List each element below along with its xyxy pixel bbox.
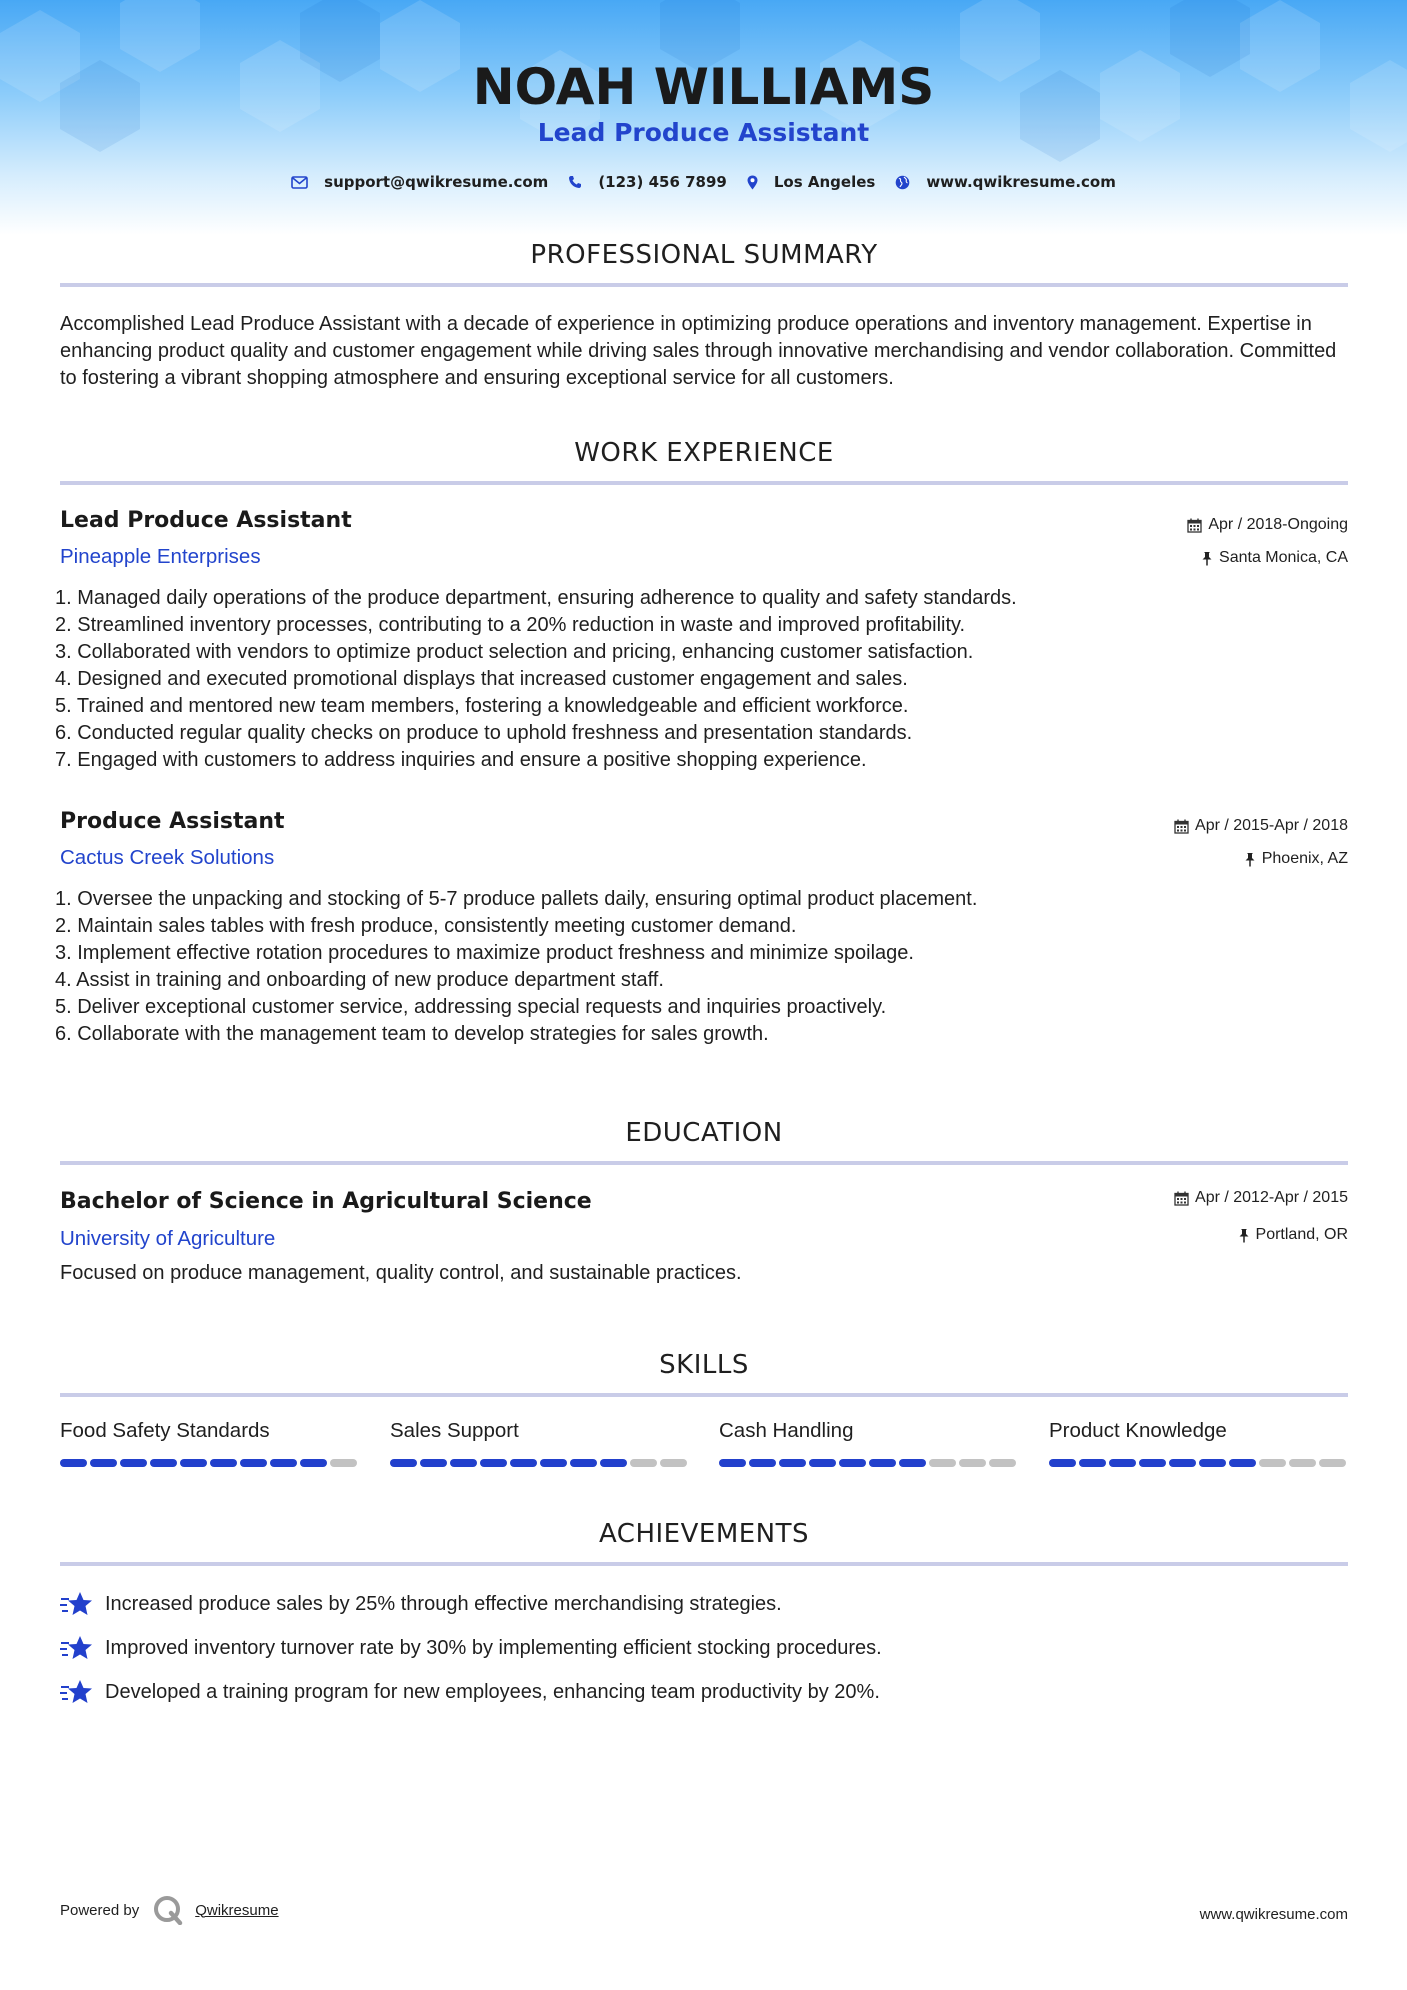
- skill-item: [719, 1419, 1019, 1467]
- star-icon: [60, 1590, 93, 1618]
- calendar-icon: [1174, 1191, 1189, 1206]
- skill-segment-empty: [929, 1459, 956, 1467]
- degree-title: Bachelor of Science in Agricultural Science: [60, 1189, 592, 1214]
- bullet-item: 7. Engaged with customers to address inquiries and ensure a positive shopping experience.: [55, 749, 867, 771]
- skill-name: Product Knowledge: [1049, 1419, 1227, 1442]
- calendar-icon: [1174, 819, 1189, 834]
- skill-segment-empty: [1319, 1459, 1346, 1467]
- skills-heading: SKILLS: [659, 1350, 749, 1380]
- summary-text: Accomplished Lead Produce Assistant with a decade of experience in optimizing produce operations and inventory management. Expertise in enhancing product quality and customer engagement while driving sales through innovative merchandising and vendor collaboration. Committed to fostering a vibrant shopping atmosphere and ensuring exceptional service for all customers.: [60, 313, 1337, 389]
- skill-segment-filled: [1079, 1459, 1106, 1467]
- powered-by-label: Powered by: [60, 1901, 140, 1919]
- education-description: Focused on produce management, quality control, and sustainable practices.: [60, 1262, 742, 1284]
- skill-segment-filled: [90, 1459, 117, 1467]
- school-name: University of Agriculture: [60, 1227, 276, 1250]
- skill-segment-filled: [120, 1459, 147, 1467]
- contact-website[interactable]: [895, 173, 1116, 191]
- skill-segment-empty: [330, 1459, 357, 1467]
- job-bullets: [55, 886, 1255, 1048]
- job-dates: [1187, 516, 1348, 534]
- pushpin-icon: [1201, 551, 1213, 566]
- summary-heading: PROFESSIONAL SUMMARY: [530, 240, 878, 270]
- experience-heading: WORK EXPERIENCE: [574, 438, 834, 468]
- calendar-icon: [1187, 518, 1202, 533]
- contact-email[interactable]: [291, 173, 548, 191]
- education-location-text: Portland, OR: [1255, 1226, 1348, 1243]
- skill-segment-filled: [1139, 1459, 1166, 1467]
- education-dates-text: Apr / 2012-Apr / 2015: [1195, 1189, 1348, 1206]
- bullet-item: 3. Implement effective rotation procedures to maximize product freshness and minimize spoilage.: [55, 942, 914, 964]
- globe-icon: [895, 175, 910, 190]
- skill-item: [390, 1419, 690, 1467]
- pushpin-icon: [1244, 852, 1256, 867]
- company-name: Cactus Creek Solutions: [60, 846, 275, 869]
- star-icon: [60, 1678, 93, 1706]
- company-name: Pineapple Enterprises: [60, 545, 261, 568]
- bullet-item: 1. Oversee the unpacking and stocking of 5-7 produce pallets daily, ensuring optimal product placement.: [55, 888, 978, 910]
- job-location: [1201, 549, 1348, 567]
- bullet-item: 3. Collaborated with vendors to optimize product selection and pricing, enhancing customer satisfaction.: [55, 641, 974, 663]
- brand-link[interactable]: Qwikresume: [195, 1901, 279, 1919]
- skill-name: Food Safety Standards: [60, 1419, 270, 1442]
- skill-segment-filled: [390, 1459, 417, 1467]
- skill-segment-empty: [959, 1459, 986, 1467]
- achievement-text: Increased produce sales by 25% through effective merchandising strategies.: [105, 1592, 782, 1615]
- qwikresume-logo-icon: [153, 1895, 183, 1925]
- skill-segment-filled: [540, 1459, 567, 1467]
- skill-item: [1049, 1419, 1349, 1467]
- candidate-role: Lead Produce Assistant: [537, 118, 870, 147]
- skill-segment-filled: [510, 1459, 537, 1467]
- skill-segment-filled: [240, 1459, 267, 1467]
- envelope-icon: [291, 176, 308, 189]
- skill-segment-filled: [779, 1459, 806, 1467]
- skill-segment-filled: [839, 1459, 866, 1467]
- skill-segment-filled: [420, 1459, 447, 1467]
- bullet-item: 2. Maintain sales tables with fresh produce, consistently meeting customer demand.: [55, 915, 797, 937]
- candidate-name: NOAH WILLIAMS: [472, 58, 935, 116]
- job-location: [1244, 850, 1348, 868]
- job-bullets: [55, 585, 1255, 774]
- star-icon: [60, 1634, 93, 1662]
- bullet-item: 1. Managed daily operations of the produce department, ensuring adherence to quality and safety standards.: [55, 587, 1017, 609]
- achievements-divider: [60, 1562, 1348, 1566]
- skill-segment-filled: [809, 1459, 836, 1467]
- skill-segment-filled: [450, 1459, 477, 1467]
- bullet-item: 4. Assist in training and onboarding of new produce department staff.: [55, 969, 664, 991]
- job-dates: [1174, 817, 1348, 835]
- experience-divider: [60, 481, 1348, 485]
- skill-segment-filled: [480, 1459, 507, 1467]
- skill-segment-empty: [989, 1459, 1016, 1467]
- skill-segment-empty: [630, 1459, 657, 1467]
- achievements-heading: ACHIEVEMENTS: [598, 1519, 810, 1549]
- bullet-item: 6. Collaborate with the management team to develop strategies for sales growth.: [55, 1023, 769, 1045]
- skill-segment-filled: [1199, 1459, 1226, 1467]
- footer-branding: [60, 1895, 279, 1925]
- phone-text: (123) 456 7899: [598, 173, 727, 191]
- skill-segment-filled: [60, 1459, 87, 1467]
- skill-level-bar: [719, 1459, 1019, 1467]
- bullet-item: 6. Conducted regular quality checks on produce to uphold freshness and presentation standards.: [55, 722, 913, 744]
- skill-name: Sales Support: [390, 1419, 519, 1442]
- job-location-text: Santa Monica, CA: [1219, 549, 1348, 566]
- education-heading: EDUCATION: [625, 1118, 783, 1148]
- job-location-text: Phoenix, AZ: [1261, 850, 1348, 867]
- bullet-item: 5. Trained and mentored new team members, fostering a knowledgeable and efficient workforce.: [55, 695, 909, 717]
- skill-segment-filled: [1169, 1459, 1196, 1467]
- bullet-item: 5. Deliver exceptional customer service, addressing special requests and inquiries proactively.: [55, 996, 887, 1018]
- skill-segment-filled: [1229, 1459, 1256, 1467]
- skill-segment-filled: [869, 1459, 896, 1467]
- education-location: [1238, 1226, 1348, 1244]
- skill-item: [60, 1419, 360, 1467]
- skill-segment-filled: [899, 1459, 926, 1467]
- skill-segment-filled: [300, 1459, 327, 1467]
- location-text: Los Angeles: [773, 173, 876, 191]
- job-title: Produce Assistant: [60, 809, 285, 834]
- skill-segment-filled: [749, 1459, 776, 1467]
- achievement-item: [60, 1590, 782, 1618]
- contact-phone[interactable]: [568, 173, 727, 191]
- skill-segment-filled: [150, 1459, 177, 1467]
- skill-segment-filled: [600, 1459, 627, 1467]
- skill-level-bar: [60, 1459, 360, 1467]
- achievement-item: [60, 1634, 882, 1662]
- skill-segment-filled: [1109, 1459, 1136, 1467]
- map-pin-icon: [747, 175, 758, 190]
- skill-segment-empty: [660, 1459, 687, 1467]
- skill-level-bar: [1049, 1459, 1349, 1467]
- job-dates-text: Apr / 2018-Ongoing: [1208, 516, 1348, 533]
- achievement-text: Developed a training program for new employees, enhancing team productivity by 20%.: [105, 1680, 880, 1703]
- bullet-item: 4. Designed and executed promotional displays that increased customer engagement and sales.: [55, 668, 908, 690]
- job-dates-text: Apr / 2015-Apr / 2018: [1195, 817, 1348, 834]
- contact-bar: [0, 173, 1407, 191]
- bullet-item: 2. Streamlined inventory processes, contributing to a 20% reduction in waste and improved profitability.: [55, 614, 966, 636]
- skill-name: Cash Handling: [719, 1419, 854, 1442]
- website-text: www.qwikresume.com: [926, 173, 1116, 191]
- footer-website[interactable]: www.qwikresume.com: [1199, 1906, 1348, 1923]
- email-text: support@qwikresume.com: [324, 173, 549, 191]
- skill-segment-filled: [719, 1459, 746, 1467]
- skill-segment-filled: [270, 1459, 297, 1467]
- skill-segment-filled: [570, 1459, 597, 1467]
- phone-icon: [568, 175, 582, 189]
- skill-segment-empty: [1259, 1459, 1286, 1467]
- skills-divider: [60, 1393, 1348, 1397]
- summary-divider: [60, 283, 1348, 287]
- education-dates: [1174, 1189, 1348, 1207]
- pushpin-icon: [1238, 1228, 1250, 1243]
- achievement-text: Improved inventory turnover rate by 30% by implementing efficient stocking procedures.: [105, 1636, 882, 1659]
- skill-segment-filled: [1049, 1459, 1076, 1467]
- education-divider: [60, 1161, 1348, 1165]
- skill-level-bar: [390, 1459, 690, 1467]
- achievement-item: [60, 1678, 880, 1706]
- skill-segment-filled: [180, 1459, 207, 1467]
- contact-location: [747, 173, 875, 191]
- skill-segment-empty: [1289, 1459, 1316, 1467]
- skill-segment-filled: [210, 1459, 237, 1467]
- job-title: Lead Produce Assistant: [60, 508, 352, 533]
